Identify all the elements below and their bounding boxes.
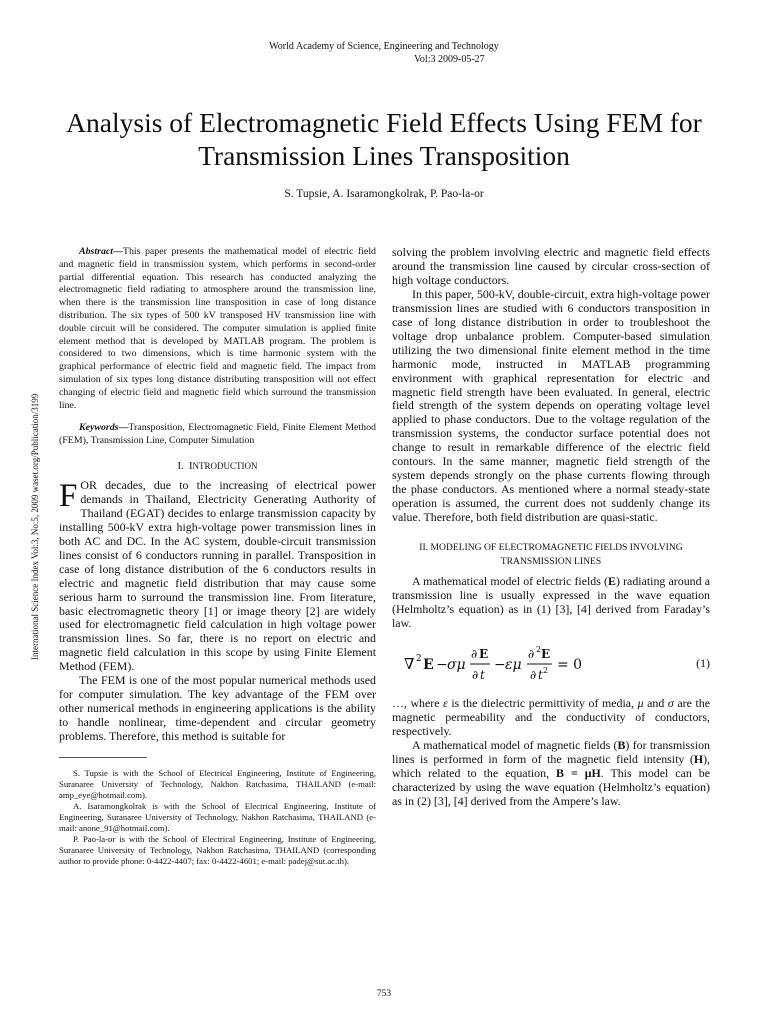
svg-text:2: 2 bbox=[416, 653, 422, 664]
paragraph-continued: solving the problem involving electric and magnetic field effects around the transmission line caused by circular cross-section of high voltage conductors. bbox=[392, 245, 710, 287]
abstract-text: This paper presents the mathematical model of electric field and magnetic field in transmission system, which performs in second-order partial differential equation. This research has conducted analyzing the electromagnetic field radiating to atmosphere around the transmission line, when there is the transmission line transposition in case of long distance distribution. The six types of 500 kV transposed HV transmission line with double circuit will be considered. The computer simulation is applied finite element method that is developed by MATLAB program. The problem is considered to two dimensions, which is time harmonic system with the graphical performance of electric field and magnetic field. The impact from simulation of six types long distance distributing transposition will not effect changing of electric field and magnetic field which surround the transmission line. bbox=[59, 246, 376, 411]
svg-text:∇: ∇ bbox=[404, 654, 415, 673]
abstract-dash: — bbox=[113, 246, 123, 257]
abstract-label: Abstract bbox=[79, 246, 114, 257]
page-header bbox=[0, 40, 768, 66]
equation-1-number: (1) bbox=[696, 655, 710, 670]
svg-text:∂: ∂ bbox=[471, 646, 478, 661]
drop-cap: F bbox=[59, 477, 78, 514]
svg-text:σμ: σμ bbox=[447, 656, 466, 673]
equation-1 bbox=[392, 641, 710, 687]
svg-text:E: E bbox=[541, 646, 551, 661]
svg-text:−: − bbox=[436, 656, 448, 673]
svg-text:t: t bbox=[480, 667, 485, 682]
footnote-2: A. Isaramongkolrak is with the School of Electrical Engineering, Institute of Engineering, Suranaree University of Technology, Nakhon Ratchasima, THAILAND (e-mail: anone_91@hotmail.com). bbox=[59, 801, 376, 834]
section-heading-introduction: I. INTRODUCTION bbox=[177, 460, 258, 472]
svg-text:∂: ∂ bbox=[472, 667, 479, 682]
keywords-label: Keywords bbox=[79, 422, 119, 434]
inline-equation: B = μH bbox=[556, 765, 601, 780]
paragraph-magnetic-model: A mathematical model of magnetic fields (B) for transmission lines is performed in form of the magnetic field intensity (H), which related to the equation, B = μH. This model can be characterized by using the wave equation (Helmholtz’s equation) as in (2) [3], [4] derived from the Ampere’s law. bbox=[392, 737, 710, 808]
paragraph-scope: In this paper, 500-kV, double-circuit, extra high-voltage power transmission lines are studied with 6 conductors transposition in case of long distance distribution in order to troubleshoot the voltage drop unbalance problem. Computer-based simulation utilizing the two dimensional finite element method in the time harmonic mode, instructed in MATLAB programming environment with graphical representation for electric and magnetic field strength have been evaluated. In general, electric field strength of the system depends on operating voltage level applied to phase conductors. Due to the voltage regulation of the transmission systems, the conductor surface potential does not change to result in remarkable difference of the electric field contours. In the same manner, magnetic field strength of the system depends strongly on the phase currents flowing through the phase conductors. As mentioned where a normal steady-state operation is assumed, the current does not suddenly change its value. Therefore, both field distribution are quasi-static. bbox=[392, 286, 710, 525]
footnote-1: S. Tupsie is with the School of Electrical Engineering, Institute of Engineering, Suranaree University of Technology, Nakhon Ratchasima, THAILAND (e-mail: amp_eye@hotmail.com). bbox=[59, 768, 376, 801]
paragraph-symbols: …, where ε is the dielectric permittivity of media, μ and σ are the magnetic permeability and the conductivity of conductors, respectively. bbox=[392, 695, 710, 738]
section-heading-modeling: II. MODELING OF ELECTROMAGNETIC FIELDS INVOLVING TRANSMISSION LINES bbox=[419, 542, 683, 568]
page-number: 753 bbox=[376, 989, 392, 999]
volume-date: Vol:3 2009-05-27 bbox=[414, 54, 485, 65]
svg-text:= 0: = 0 bbox=[557, 656, 583, 673]
svg-text:2: 2 bbox=[543, 665, 549, 675]
left-column bbox=[59, 246, 376, 867]
side-note: International Science Index Vol:3, No:5, 2009 waset.org/Publication/3199 bbox=[30, 393, 40, 660]
keywords-dash: — bbox=[118, 422, 129, 434]
abstract bbox=[59, 246, 376, 412]
keywords-text: Transposition, Electromagnetic Field, Finite Element Method (FEM), Transmission Line, Computer Simulation bbox=[59, 422, 376, 447]
equation-1-formula bbox=[402, 641, 602, 687]
footnote-3: P. Pao-la-or is with the School of Electrical Engineering, Institute of Engineering, Suranaree University of Technology, Nakhon Ratchasima, THAILAND (corresponding author to provide phone: 0-4422-4407; fax: 0-4422-4601; e-mail: padej@sut.ac.th). bbox=[59, 834, 376, 867]
paper-title: Analysis of Electromagnetic Field Effects Using FEM for Transmission Lines Transposition bbox=[66, 107, 702, 171]
right-column bbox=[392, 246, 710, 809]
svg-text:∂: ∂ bbox=[530, 667, 537, 682]
intro-paragraph-2: The FEM is one of the most popular numerical methods used for computer simulation. The key advantage of the FEM over other numerical methods in engineering applications is the ability to handle nonlinear, time-dependent and circular geometry problems. Therefore, this method is suitable for bbox=[59, 673, 376, 744]
svg-text:t: t bbox=[538, 667, 543, 682]
footnote-rule bbox=[59, 757, 147, 758]
svg-text:εμ: εμ bbox=[505, 656, 522, 673]
keywords bbox=[59, 422, 376, 448]
svg-text:−: − bbox=[494, 656, 506, 673]
svg-text:2: 2 bbox=[536, 644, 542, 654]
svg-text:E: E bbox=[423, 656, 434, 673]
svg-text:E: E bbox=[479, 646, 489, 661]
paragraph-electric-model: A mathematical model of electric fields (E) radiating around a transmission line is usually expressed in the wave equation (Helmholtz’s equation) as in (1) [3], [4] derived from Faraday’s law. bbox=[392, 574, 710, 630]
intro-paragraph-1: FOR decades, due to the increasing of electrical power demands in Thailand, Electricity Generating Authority of Thailand (EGAT) decides to enlarge transmission capacity by installing 500-kV extra high-voltage power transmission lines in both AC and DC. In the AC system, double-circuit transmission lines consist of 6 conductors running in parallel. Transposition in case of long distance distribution of the 6 conductors results in electric and magnetic field distribution that may cause some serious harm to surround the transmission line. From literature, basic electromagnetic theory [1] or image theory [2] are widely used for electromagnetic field calculation in high voltage power transmission lines. So far, there is no report on electric and magnetic field calculation in this scope by using Finite Element Method (FEM). bbox=[59, 477, 376, 674]
svg-text:∂: ∂ bbox=[528, 646, 535, 661]
authors: S. Tupsie, A. Isaramongkolrak, P. Pao-la-or bbox=[284, 188, 484, 200]
journal-name: World Academy of Science, Engineering and Technology bbox=[269, 41, 499, 52]
